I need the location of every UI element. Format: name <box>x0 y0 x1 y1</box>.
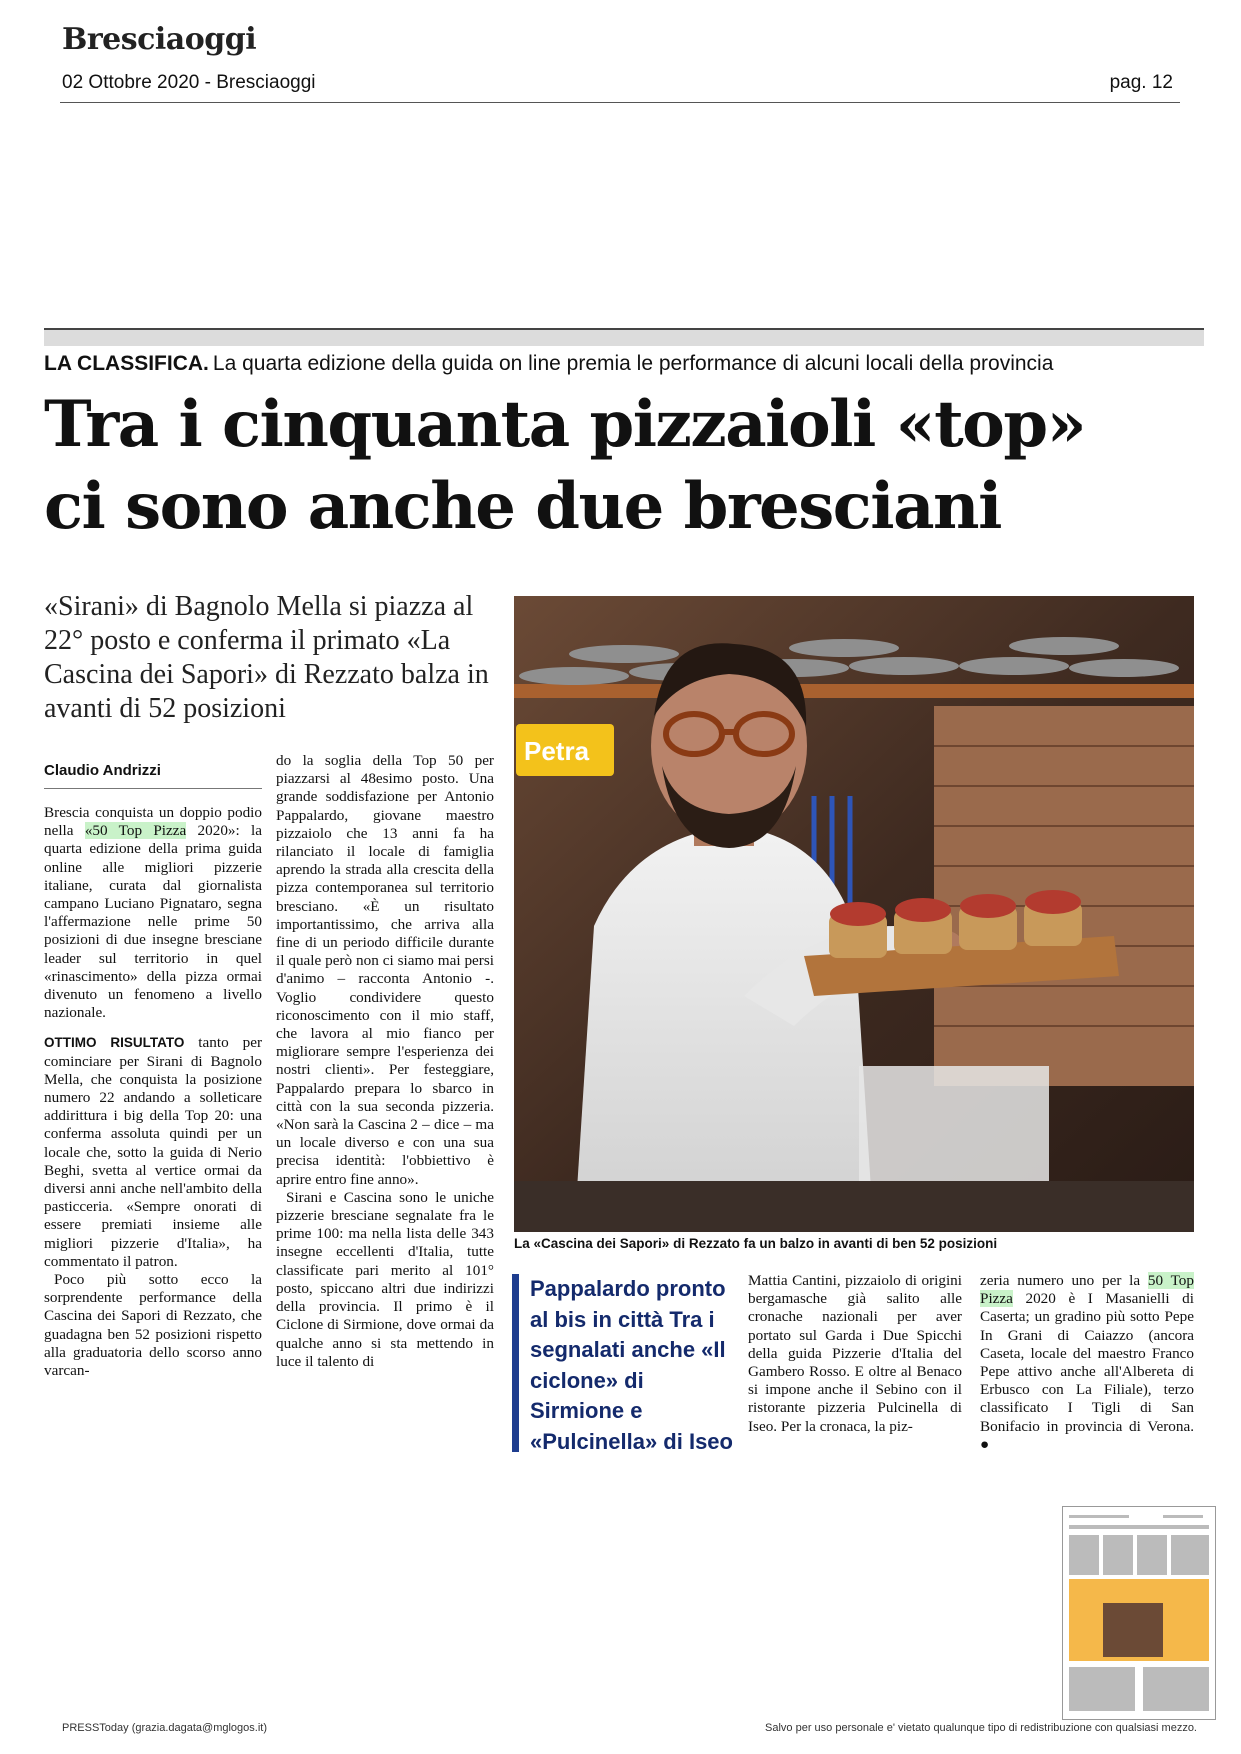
column-4-paragraph: Mattia Cantini, pizzaiolo di origini bergamasche già salito alle cronache nazionali per aver portato sul Garda i Due Spicchi della guida Pizzerie d'Italia del Gambero Rosso. E oltre al Benaco si impone anche il Sebino con il ristorante pizzeria Pulcinella di Iseo. Per la cronaca, la piz- <box>748 1272 962 1435</box>
photo-caption: La «Cascina dei Sapori» di Rezzato fa un balzo in avanti di ben 52 posizioni <box>514 1236 998 1251</box>
article-column-5 <box>980 1272 1194 1454</box>
wooden-shelf <box>514 684 1194 698</box>
paragraph-spacer <box>44 1022 262 1034</box>
dateline: 02 Ottobre 2020 - Bresciaoggi <box>62 72 316 93</box>
footer-disclaimer: Salvo per uso personale e' vietato qualunque tipo di redistribuzione con qualsiasi mezzo. <box>765 1722 1197 1734</box>
article-column-1 <box>44 804 262 1380</box>
sidebar-title: Pappalardo pronto al bis in città Tra i segnalati anche «Il ciclone» di Sirmione e «Pulcinella» di Iseo <box>530 1276 733 1454</box>
highlighted-term: 50 Top Pizza <box>980 1272 1194 1308</box>
text-run: tanto per cominciare per Sirani di Bagnolo Mella, che conquista la posizione numero 22 andando a solleticare addirittura i big della Top 20: una conferma assoluta quindi per un locale che, sotto la guida di Nerio Beghi, svetta al vertice ormai da diversi anni anche nell'ambito della pasticceria. «Sempre onorati di essere premiati insieme alle migliori pizzerie d'Italia», ha commentato il patron. <box>44 1034 262 1270</box>
article-top-band <box>44 330 1204 346</box>
page-thumbnail-preview <box>1063 1507 1215 1719</box>
column-1-paragraph-2 <box>44 1034 262 1271</box>
page-number: pag. 12 <box>1109 72 1173 93</box>
chef-jacket <box>574 826 874 1232</box>
text-run: 2020»: la quarta edizione della prima guida online alle migliori pizzerie italiane, curata dal giornalista campano Luciano Pignataro, segna l'affermazione nelle prime 50 posizioni di due insegne bresciane leader sul territorio in quel «rinascimento» della pizza ormai divenuto un fenomeno a livello nazionale. <box>44 822 262 1022</box>
highlighted-term: «50 Top Pizza <box>84 822 187 840</box>
article-photo <box>514 596 1194 1232</box>
sidebar-accent-bar <box>512 1274 519 1452</box>
kicker-label: LA CLASSIFICA. <box>44 352 209 375</box>
column-2-paragraph-1: do la soglia della Top 50 per piazzarsi al 48esimo posto. Una grande soddisfazione per Antonio Pappalardo, giovane maestro pizzaiolo che 13 anni fa ha rilanciato il locale di famiglia aprendo la strada alla crescita della pizza contemporanea sul territorio bresciano. «È un risultato importantissimo, che arriva alla fine di un periodo difficile durante il quale però non ci siamo mai persi d'animo – racconta Antonio -. Voglio condividere questo riconoscimento con il mio staff, che lavora al mio fianco per migliorare sempre l'esperienza dei nostri clienti». Per festeggiare, Pappalardo prepara lo sbarco in città con la sua seconda pizzeria. «Non sarà la Cascina 2 – dice – ma un locale diverso e con una sua precisa identità: l'obbiettivo è aprire entro fine anno». <box>276 752 494 1188</box>
text-run: Brescia conquista un doppio podio nella <box>44 804 262 840</box>
food-container <box>859 1066 1049 1186</box>
page-thumbnail <box>1062 1506 1216 1720</box>
masthead-logo: Bresciaoggi <box>62 22 257 57</box>
footer-credit: PRESSToday (grazia.dagata@mglogos.it) <box>62 1722 267 1734</box>
text-run: 2020 è I Masanielli di Caserta; un gradino più sotto Pepe In Grani di Caiazzo (ancora Caseta, locale del maestro Franco Pepe attivo anche all'Albereta di Erbusco con La Filiale), terzo classificato I Tigli di San Bonifacio in provincia di Verona. ● <box>980 1290 1194 1453</box>
column-5-paragraph <box>980 1272 1194 1454</box>
header-divider <box>60 102 1180 103</box>
column-1-paragraph-1 <box>44 804 262 1022</box>
article-kicker <box>44 352 1053 376</box>
article-subhead: «Sirani» di Bagnolo Mella si piazza al 22° posto e conferma il primato «La Cascina dei Sapori» di Rezzato balza in avanti di 52 posizioni <box>44 591 489 724</box>
thumbnail-photo <box>1103 1603 1163 1657</box>
headline-line-1: Tra i cinquanta pizzaioli «top» <box>44 387 1086 462</box>
kicker-text: La quarta edizione della guida on line premia le performance di alcuni locali della provincia <box>212 352 1054 375</box>
headline-line-2: ci sono anche due bresciani <box>44 469 1001 544</box>
byline: Claudio Andrizzi <box>44 762 161 779</box>
article-column-2 <box>276 752 494 1371</box>
article-column-4 <box>748 1272 962 1436</box>
petra-sign-text: Petra <box>524 736 590 766</box>
column-1-paragraph-3: Poco più sotto ecco la sorprendente performance della Cascina dei Sapori di Rezzato, che guadagna ben 52 posizioni rispetto alla graduatoria dello scorso anno varcan- <box>44 1271 262 1380</box>
pizzaiolo-photo-illustration <box>514 596 1194 1232</box>
counter <box>514 1181 1194 1232</box>
article-headline <box>44 384 1214 548</box>
column-2-paragraph-2: Sirani e Cascina sono le uniche pizzerie bresciane segnalate fra le prime 100: ma nella lista delle 343 insegne eccellenti d'Italia, tutte classificate pari merito al 101° posto, spiccano altri due indirizzi della provincia. Il primo è il Ciclone di Sirmione, dove ormai da qualche anno si sta mettendo in luce il talento di <box>276 1188 494 1370</box>
text-run: zeria numero uno per la <box>980 1272 1148 1289</box>
section-lead-in: OTTIMO RISULTATO <box>44 1035 185 1051</box>
byline-divider <box>44 788 262 789</box>
